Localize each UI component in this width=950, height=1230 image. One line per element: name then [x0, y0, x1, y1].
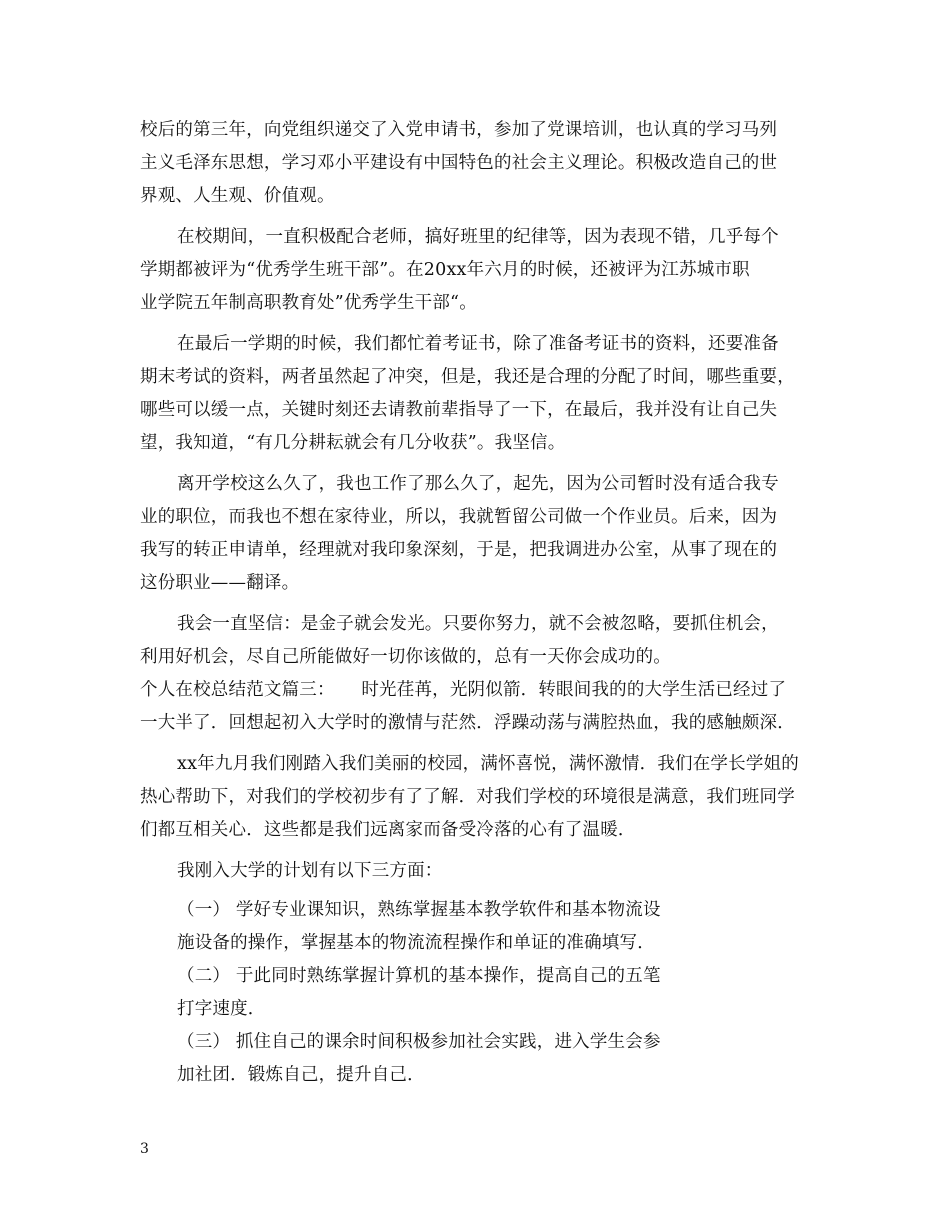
text-line: 校后的第三年，向党组织递交了入党申请书，参加了党课培训，也认真的学习马列: [140, 120, 778, 140]
text-line: 业的职位，而我也不想在家待业，所以，我就暂留公司做一个作业员。后来，因为: [140, 507, 778, 527]
text-line: 这份职业——翻译。: [140, 573, 300, 593]
text-line: 望，我知道，“有几分耕耘就会有几分收获”。我坚信。: [140, 433, 566, 453]
list-item-line: 打字速度．: [177, 999, 266, 1019]
section-heading-line: 个人在校总结范文篇三： 时光荏苒，光阴似箭．转眼间我的的大学生活已经过了: [140, 680, 787, 700]
paragraph-start-line: 在最后一学期的时候，我们都忙着考证书，除了准备考证书的资料，还要准备: [177, 334, 779, 354]
text-line: 期末考试的资料，两者虽然起了冲突，但是，我还是合理的分配了时间，哪些重要，: [140, 367, 795, 387]
list-item-line: 施设备的操作，掌握基本的物流流程操作和单证的准确填写．: [177, 933, 655, 953]
paragraph-start-line: xx年九月我们刚踏入我们美丽的校园，满怀喜悦，满怀激情．我们在学长学姐的: [177, 754, 799, 774]
list-item-line: 加社团．锻炼自己，提升自己．: [177, 1065, 425, 1085]
text-line: 业学院五年制高职教育处”优秀学生干部“。: [140, 293, 477, 313]
text-line: 哪些可以缓一点，关键时刻还去请教前辈指导了一下，在最后，我并没有让自己失: [140, 400, 778, 420]
page-number: 3: [140, 1141, 149, 1157]
paragraph-start-line: 离开学校这么久了，我也工作了那么久了，起先，因为公司暂时没有适合我专: [177, 474, 779, 494]
text-line: 我写的转正申请单，经理就对我印象深刻，于是，把我调进办公室，从事了现在的: [140, 540, 778, 560]
paragraph-start-line: 我会一直坚信：是金子就会发光。只要你努力，就不会被忽略，要抓住机会，: [177, 614, 779, 634]
text-line: 们都互相关心．这些都是我们远离家而备受冷落的心有了温暖．: [140, 820, 636, 840]
text-line: 利用好机会，尽自己所能做好一切你该做的，总有一天你会成功的。: [140, 647, 671, 667]
list-intro-line: 我刚入大学的计划有以下三方面：: [177, 861, 443, 881]
paragraph-start-line: 在校期间，一直积极配合老师，搞好班里的纪律等，因为表现不错，几乎每个: [177, 227, 779, 247]
text-line: 一大半了．回想起初入大学时的激情与茫然．浮躁动荡与满腔热血，我的感触颇深．: [140, 713, 795, 733]
text-line: 学期都被评为“优秀学生班干部”。在20xx年六月的时候，还被评为江苏城市职: [140, 260, 750, 280]
text-line: 主义毛泽东思想，学习邓小平建设有中国特色的社会主义理论。积极改造自己的世: [140, 153, 778, 173]
list-item-line: （一） 学好专业课知识，熟练掌握基本教学软件和基本物流设: [177, 900, 661, 920]
list-item-line: （三） 抓住自己的课余时间积极参加社会实践，进入学生会参: [177, 1032, 661, 1052]
text-line: 界观、人生观、价值观。: [140, 186, 335, 206]
list-item-line: （二） 于此同时熟练掌握计算机的基本操作，提高自己的五笔: [177, 966, 661, 986]
text-line: 热心帮助下，对我们的学校初步有了了解．对我们学校的环境很是满意，我们班同学: [140, 787, 795, 807]
